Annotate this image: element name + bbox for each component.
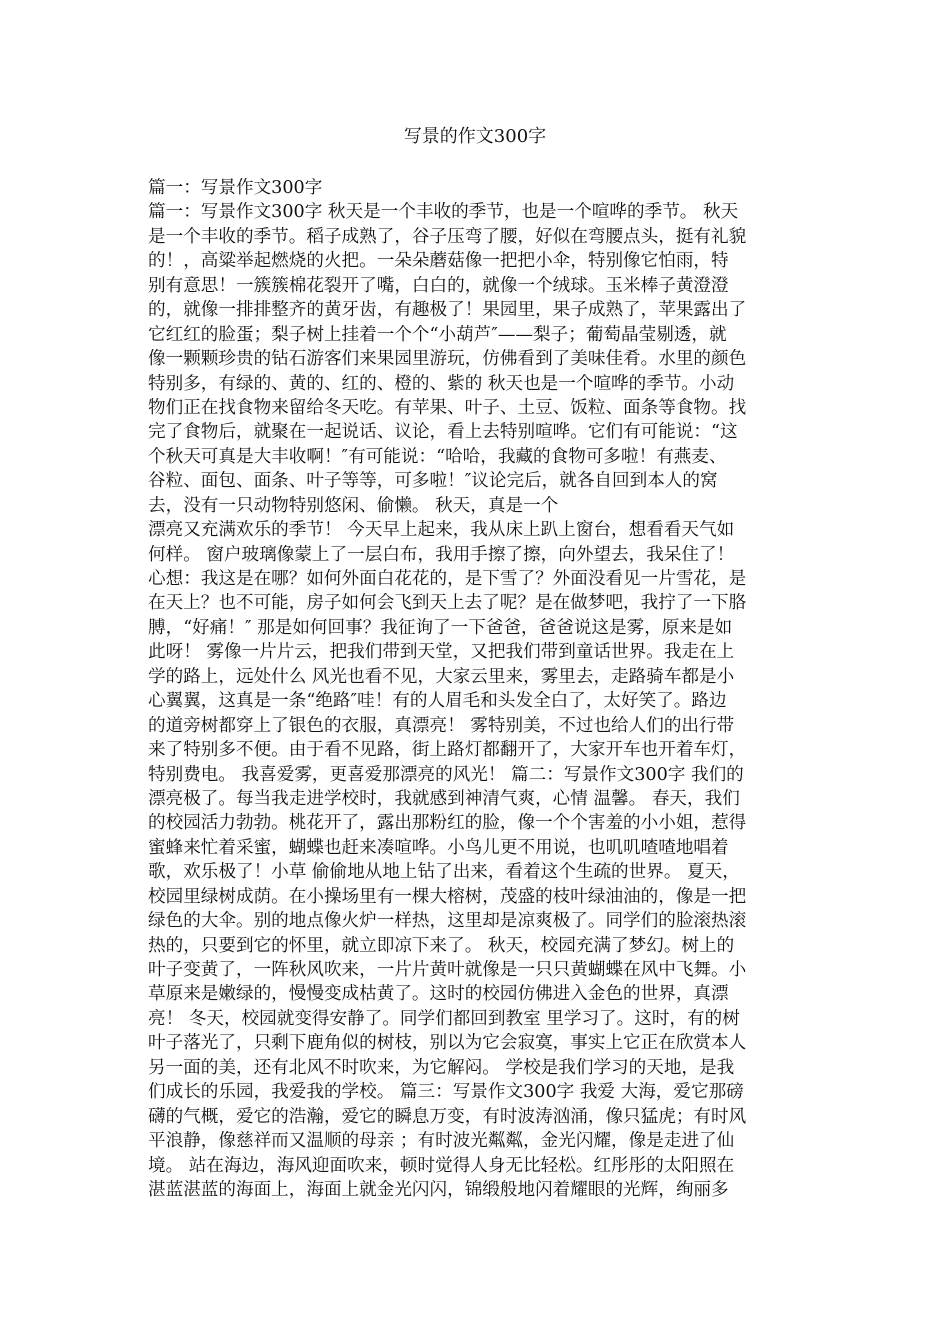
body-line: 学的路上，远处什么 风光也看不见，大家云里来，雾里去，走路骑车都是小 <box>148 666 735 687</box>
body-line: 心想：我这是在哪？如何外面白花花的，是下雪了？外面没看见一片雪花，是 <box>148 569 747 589</box>
body-line: 绿色的大伞。别的地点像火炉一样热，这里却是凉爽极了。同学们的脸滚热滚 <box>148 911 747 932</box>
body-line: 漂亮又充满欢乐的季节！ 今天早上起来，我从床上趴上窗台，想看看天气如 <box>148 520 735 541</box>
body-line: 热的，只要到它的怀里，就立即凉下来了。 秋天，校园充满了梦幻。树上的 <box>148 935 735 956</box>
body-line: 个秋天可真是大丰收啊！″有可能说：“哈哈，我藏的食物可多啦！有燕麦、 <box>148 446 727 467</box>
body-line: 此呀！ 雾像一片片云，把我们带到天堂，又把我们带到童话世界。我走在上 <box>148 642 735 663</box>
body-line: 的校园活力勃勃。桃花开了，露出那粉红的脸，像一个个害羞的小小姐，惹得 <box>148 813 747 834</box>
body-line: 去，没有一只动物特别悠闲、偷懒。 秋天，真是一个 <box>148 495 559 516</box>
body-line: 它红红的脸蛋；梨子树上挂着一个个“小葫芦″——梨子；葡萄晶莹剔透，就 <box>148 324 727 345</box>
body-line: 蜜蜂来忙着采蜜，蝴蝶也赶来凑喧哗。小鸟儿更不用说，也叽叽喳喳地唱着 <box>148 837 729 858</box>
body-line: 谷粒、面包、面条、叶子等等，可多啦！″议论完后，就各自回到本人的窝 <box>148 471 718 492</box>
body-line: 篇一：写景作文300字 <box>148 178 323 198</box>
body-line: 漂亮极了。每当我走进学校时，我就感到神清气爽，心情 温馨。 春天，我们 <box>148 788 740 809</box>
body-line: 膊，“好痛！″ 那是如何回事？我征询了一下爸爸，爸爸说这是雾，原来是如 <box>148 617 733 638</box>
body-line: 们成长的乐园，我爱我的学校。 篇三：写景作文300字 我爱 大海，爱它那磅 <box>148 1082 744 1103</box>
body-line: 物们正在找食物来留给冬天吃。有苹果、叶子、土豆、饭粒、面条等食物。找 <box>148 397 747 418</box>
document-body <box>148 176 808 1202</box>
body-line: 的！，高粱举起燃烧的火把。一朵朵蘑菇像一把把小伞，特别像它怕雨，特 <box>148 251 729 272</box>
body-line: 叶子落光了，只剩下鹿角似的树枝，别以为它会寂寞，事实上它正在欣赏本人 <box>148 1033 747 1054</box>
body-line: 叶子变黄了，一阵秋风吹来，一片片黄叶就像是一只只黄蝴蝶在风中飞舞。小 <box>148 960 747 980</box>
body-line: 的，就像一排排整齐的黄牙齿，有趣极了！果园里，果子成熟了，苹果露出了 <box>148 300 747 321</box>
body-line: 礴的气概，爱它的浩瀚，爱它的瞬息万变，有时波涛汹涌，像只猛虎；有时风 <box>148 1106 747 1127</box>
body-line: 是一个丰收的季节。稻子成熟了，谷子压弯了腰，好似在弯腰点头，挺有礼貌 <box>148 226 747 247</box>
body-line: 境。 站在海边，海风迎面吹来，顿时觉得人身无比轻松。红彤彤的太阳照在 <box>148 1155 735 1176</box>
body-line: 别有意思！一簇簇棉花裂开了嘴，白白的，就像一个绒球。玉米棒子黄澄澄 <box>148 275 729 296</box>
body-line: 另一面的美，还有北风不时吹来，为它解闷。 学校是我们学习的天地，是我 <box>148 1057 735 1078</box>
body-line: 草原来是嫩绿的，慢慢变成枯黄了。这时的校园仿佛进入金色的世界，真漂 <box>148 984 729 1005</box>
body-line: 完了食物后，就聚在一起说话、议论，看上去特别喧哗。它们有可能说：“这 <box>148 422 738 443</box>
body-line: 的道旁树都穿上了银色的衣服，真漂亮！ 雾特别美，不过也给人们的出行带 <box>148 715 735 736</box>
body-line: 来了特别多不便。由于看不见路，街上路灯都翻开了，大家开车也开着车灯， <box>148 740 747 761</box>
body-line: 特别多，有绿的、黄的、红的、橙的、紫的 秋天也是一个喧哗的季节。小动 <box>148 373 735 394</box>
body-line: 篇一：写景作文300字 秋天是一个丰收的季节，也是一个喧哗的季节。 秋天 <box>148 202 739 223</box>
body-line: 歌，欢乐极了！小草 偷偷地从地上钻了出来，看着这个生疏的世界。 夏天， <box>148 862 740 883</box>
body-line: 像一颗颗珍贵的钻石游客们来果园里游玩，仿佛看到了美味佳肴。水里的颜色 <box>148 349 747 370</box>
body-line: 校园里绿树成荫。在小操场里有一棵大榕树，茂盛的枝叶绿油油的，像是一把 <box>148 886 747 907</box>
document-title: 写景的作文300字 <box>403 126 547 147</box>
body-line: 心翼翼，这真是一条“绝路″哇！有的人眉毛和头发全白了，太好笑了。路边 <box>148 691 727 712</box>
body-line: 亮！ 冬天，校园就变得安静了。同学们都回到教室 里学习了。这时，有的树 <box>148 1008 740 1029</box>
body-line: 特别费电。 我喜爱雾，更喜爱那漂亮的风光！ 篇二：写景作文300字 我们的 <box>148 764 744 785</box>
body-line: 平浪静，像慈祥而又温顺的母亲 ；有时波光粼粼，金光闪耀，像是走进了仙 <box>148 1131 735 1152</box>
body-line: 何样。 窗户玻璃像蒙上了一层白布，我用手擦了擦，向外望去，我呆住了！ <box>148 544 735 565</box>
body-line: 在天上？也不可能，房子如何会飞到天上去了呢？是在做梦吧，我拧了一下胳 <box>148 593 747 614</box>
body-line: 湛蓝湛蓝的海面上，海面上就金光闪闪，锦缎般地闪着耀眼的光辉，绚丽多 <box>148 1179 729 1200</box>
